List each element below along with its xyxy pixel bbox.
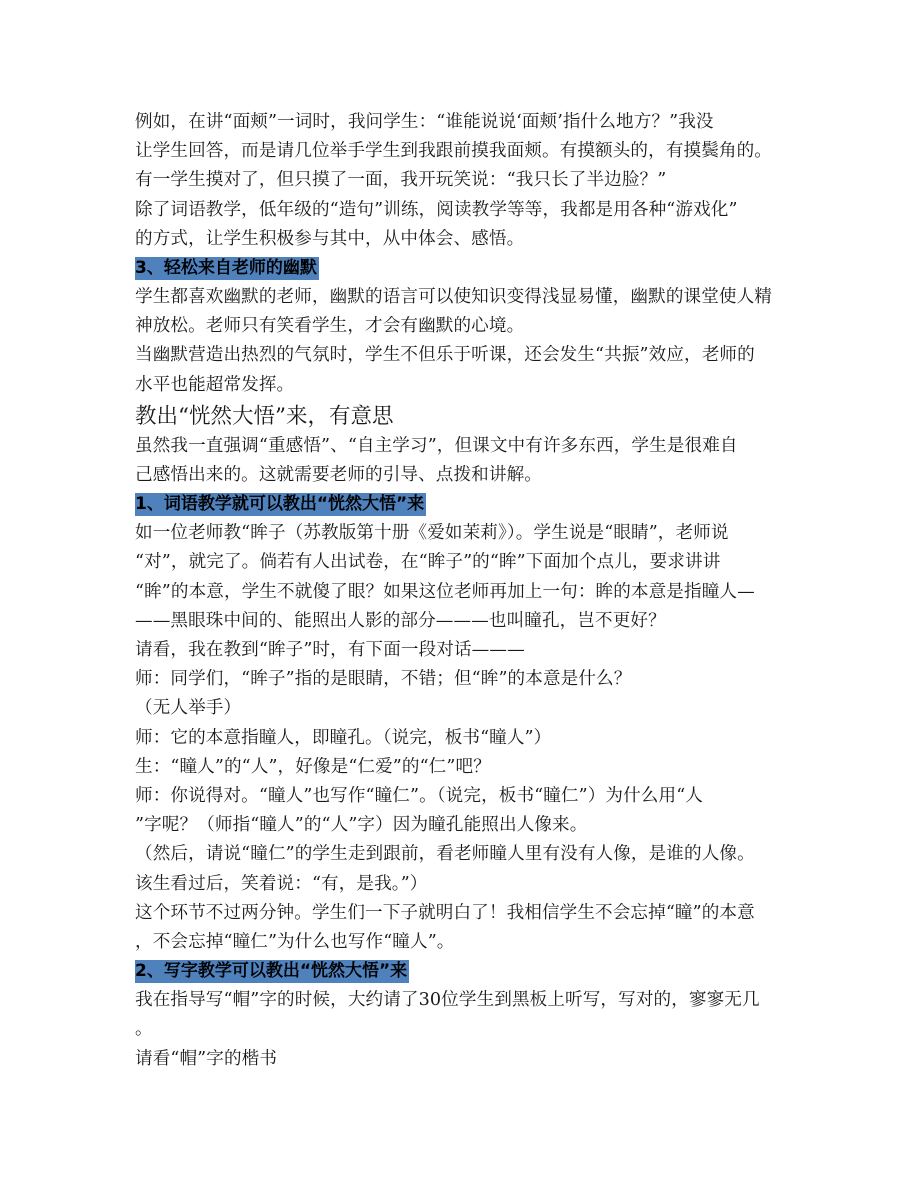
section-heading-vocabulary — [135, 490, 795, 519]
section-heading-humor — [135, 254, 795, 283]
section-heading-writing — [135, 957, 795, 986]
dialogue-line: ”字呢？（师指“瞳人”的“人”字）因为瞳孔能照出人像来。 — [135, 815, 588, 836]
highlighted-heading: 1、词语教学就可以教出“恍然大悟”来 — [135, 494, 425, 515]
paragraph-line: 有一学生摸对了，但只摸了一面，我开玩笑说：“我只长了半边脸？” — [135, 170, 667, 191]
dialogue-line: 师：你说得对。“瞳人”也写作“瞳仁”。（说完，板书“瞳仁”）为什么用“人 — [135, 786, 703, 807]
paragraph-line: 除了词语教学，低年级的“造句”训练，阅读教学等等，我都是用各种“游戏化” — [135, 199, 738, 220]
paragraph-line: 的方式，让学生积极参与其中，从中体会、感悟。 — [135, 228, 525, 249]
document-page — [135, 108, 795, 1074]
paragraph-line: 己感悟出来的。这就需要老师的引导、点拨和讲解。 — [135, 465, 542, 486]
highlighted-heading: 2、写字教学可以教出“恍然大悟”来 — [135, 961, 408, 982]
paragraph-line: 例如，在讲“面颊”一词时，我问学生：“谁能说说‘面颊’指什么地方？”我没 — [135, 112, 714, 132]
paragraph-line: 当幽默营造出热烈的气氛时，学生不但乐于听课，还会发生“共振”效应，老师的 — [135, 345, 755, 366]
dialogue-line: （然后，请说“瞳仁”的学生走到跟前，看老师瞳人里有没有人像，是谁的人像。 — [135, 844, 755, 865]
dialogue-line: 师：它的本意指瞳人，即瞳孔。（说完，板书“瞳人”） — [135, 727, 552, 748]
dialogue-line: 生：“瞳人”的“人”，好像是“仁爱”的“仁”吧？ — [135, 756, 491, 777]
paragraph-line: 我在指导写“帽”字的时候，大约请了30位学生到黑板上听写，写对的，寥寥无几 — [135, 990, 760, 1011]
paragraph-line: “眸”的本意，学生不就傻了眼？如果这位老师再加上一句：眸的本意是指瞳人— — [135, 581, 755, 602]
dialogue-line: 师：同学们，“眸子”指的是眼睛，不错；但“眸”的本意是什么？ — [135, 669, 632, 690]
paragraph-line: “对”，就完了。倘若有人出试卷，在“眸子”的“眸”下面加个点儿，要求讲讲 — [135, 552, 721, 573]
dialogue-line: （无人举手） — [135, 698, 242, 719]
paragraph-line: 虽然我一直强调“重感悟”、“自主学习”，但课文中有许多东西，学生是很难自 — [135, 435, 738, 456]
dialogue-line: 该生看过后，笑着说：“有，是我。”） — [135, 873, 428, 894]
highlighted-heading: 3、轻松来自老师的幽默 — [135, 258, 317, 279]
paragraph-line: 神放松。老师只有笑看学生，才会有幽默的心境。 — [135, 316, 525, 337]
paragraph-line: 这个环节不过两分钟。学生们一下子就明白了！我相信学生不会忘掉“瞳”的本意 — [135, 902, 755, 923]
paragraph-line: 请看“帽”字的楷书 — [135, 1048, 278, 1069]
paragraph-line: 。 — [135, 1019, 153, 1040]
paragraph-line: 学生都喜欢幽默的老师，幽默的语言可以使知识变得浅显易懂，幽默的课堂使人精 — [135, 287, 772, 308]
paragraph-line: ，不会忘掉“瞳仁”为什么也写作“瞳人”。 — [135, 932, 455, 953]
paragraph-line: 如一位老师教“眸子（苏教版第十册《爱如茉莉》）。学生说是“眼睛”，老师说 — [135, 523, 729, 544]
paragraph-line: 水平也能超常发挥。 — [135, 374, 295, 395]
paragraph-line: 请看，我在教到“眸子”时，有下面一段对话——— — [135, 640, 525, 661]
paragraph-line: 让学生回答，而是请几位举手学生到我跟前摸我面颊。有摸额头的，有摸鬓角的。 — [135, 141, 772, 162]
section-title: 教出“恍然大悟”来，有意思 — [135, 403, 394, 429]
paragraph-line: ——黑眼珠中间的、能照出人影的部分———也叫瞳孔，岂不更好？ — [135, 610, 666, 631]
